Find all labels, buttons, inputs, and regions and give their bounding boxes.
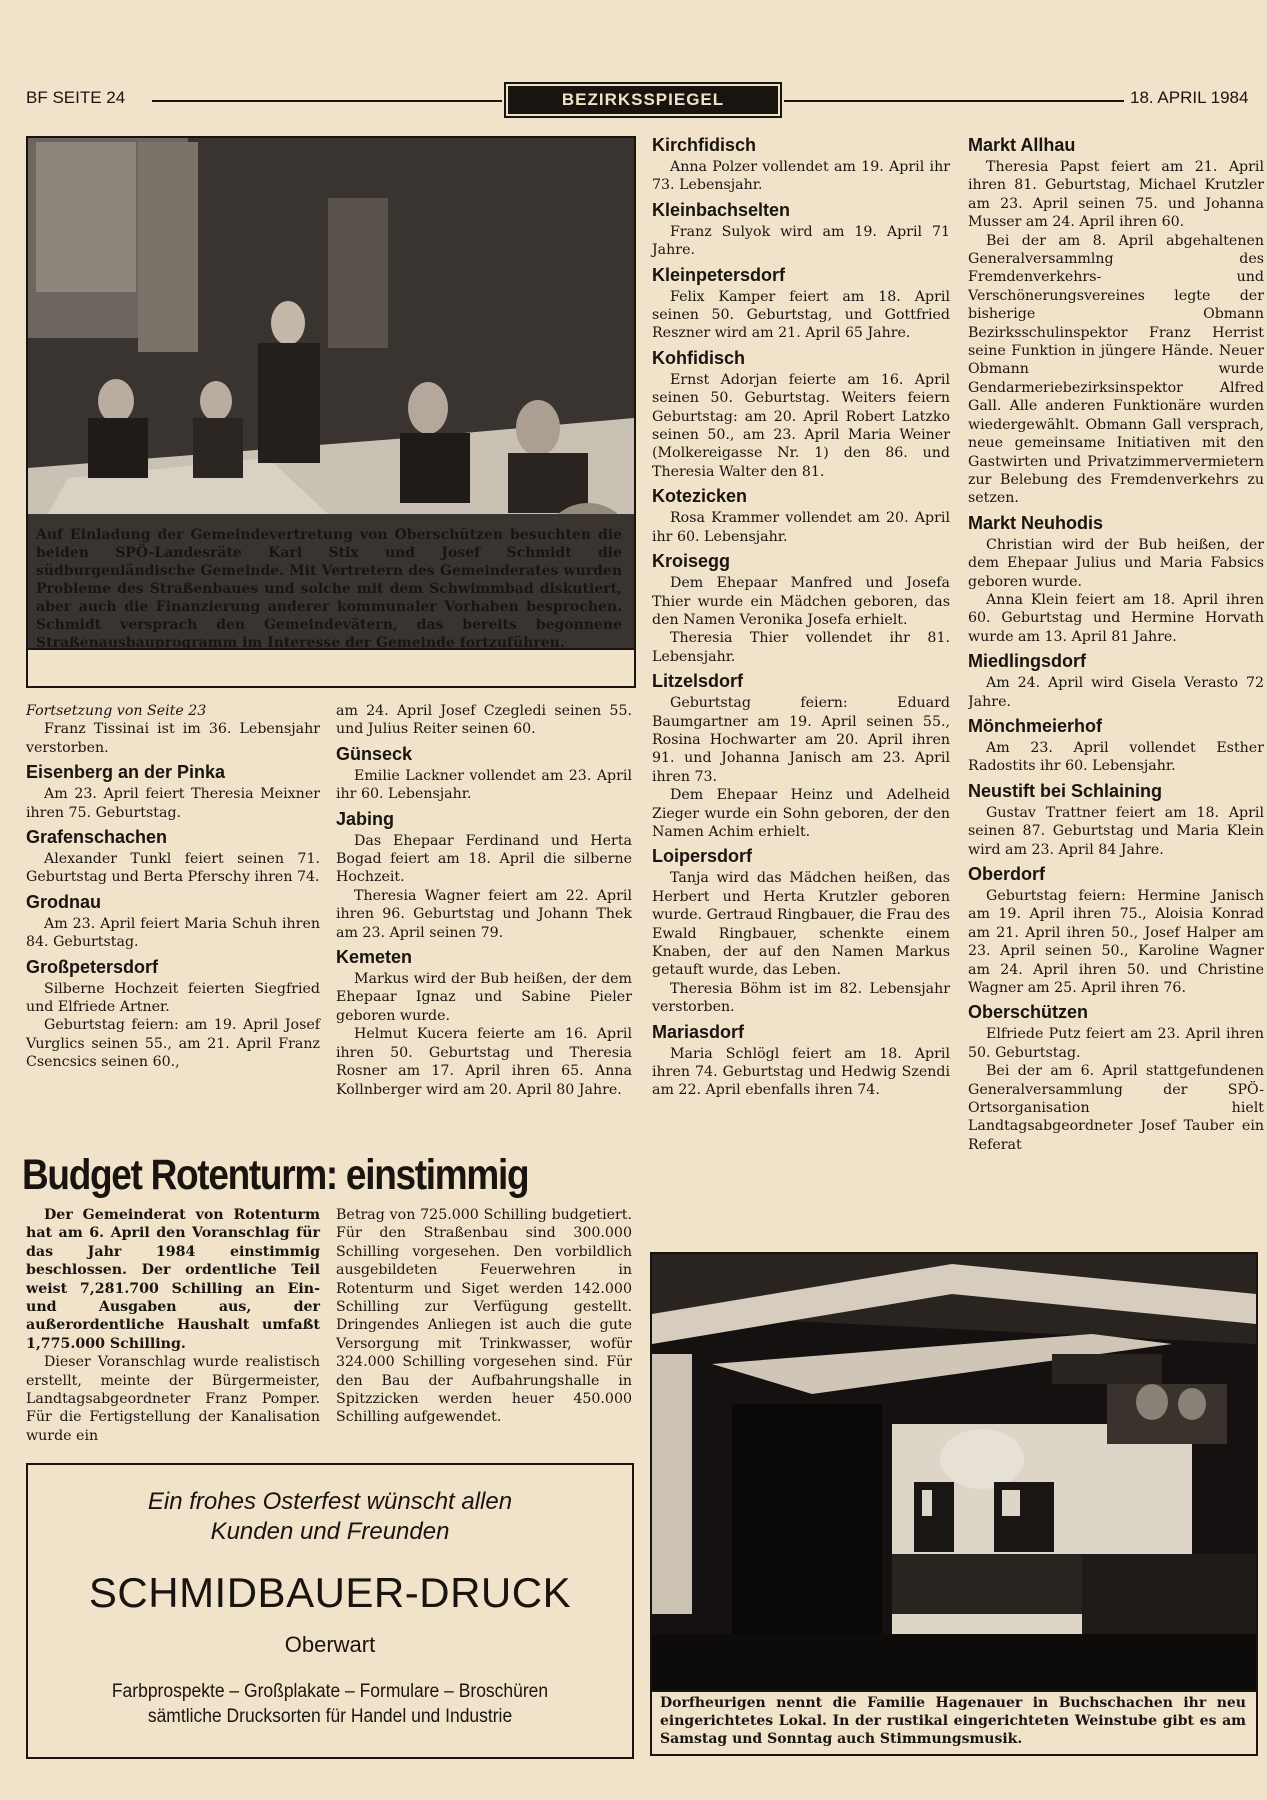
section-heading: Miedlingsdorf bbox=[968, 651, 1086, 672]
section-paragraph: Anna Polzer vollendet am 19. April ihr 73. Lebensjahr. bbox=[652, 159, 950, 194]
col2-section bbox=[336, 808, 632, 942]
intro-text: am 24. April Josef Czegledi seinen 55. und Julius Reiter seinen 60. bbox=[336, 703, 632, 738]
heuriger-caption: Dorfheurigen nennt die Familie Hagenauer in Buchschachen ihr neu eingerichtetes Lokal. In der rustikal eingerichteten Weinstube gibt es am Samstag und Sonntag auch Stimmungsmusik. bbox=[660, 1695, 1246, 1747]
col1-section bbox=[26, 761, 320, 822]
col3-section bbox=[652, 134, 950, 195]
section-heading: Neustift bei Schlaining bbox=[968, 780, 1163, 801]
column-4 bbox=[968, 130, 1264, 1154]
col2-section bbox=[336, 946, 632, 1099]
section-paragraph: Bei der am 8. April abgehaltenen Generalversammlng des Fremdenverkehrs- und Verschönerungsvereines legte der bisherige Obmann Bezirksschulinspektor Franz Herrist seine Funktion in jüngere Hände. Neuer Obmann wurde Gendarmeriebezirksinspektor Alfred Gall. Alle anderen Funktionäre wurden wiedergewählt. Obmann Gall versprach, neue gemeinsame Initiativen mit den Gastwirten und Privatzimmervermietern zur Belebung des Fremdenverkehrs zu setzen. bbox=[968, 232, 1264, 507]
section-heading: Loipersdorf bbox=[652, 846, 753, 867]
section-paragraph: Silberne Hochzeit feierten Siegfried und Elfriede Artner. bbox=[26, 980, 320, 1016]
ad-company-name: SCHMIDBAUER-DRUCK bbox=[88, 1569, 572, 1616]
section-paragraph: Emilie Lackner vollendet am 23. April ihr 60. Lebensjahr. bbox=[336, 767, 632, 803]
section-paragraph: Am 24. April wird Gisela Verasto 72 Jahre. bbox=[968, 675, 1264, 710]
col4-section bbox=[968, 863, 1264, 997]
section-paragraph: Maria Schlögl feiert am 18. April ihren 74. Geburtstag und Hedwig Szendi am 22. April ebenfalls ihren 74. bbox=[652, 1045, 950, 1099]
section-heading: Kleinbachselten bbox=[652, 199, 791, 220]
section-paragraph: Theresia Wagner feiert am 22. April ihren 96. Geburtstag und Johann Thek am 23. April seinen 79. bbox=[336, 887, 632, 941]
section-heading: Markt Neuhodis bbox=[968, 512, 1104, 533]
col4-section bbox=[968, 780, 1264, 859]
ad-greeting-line-2: Kunden und Freunden bbox=[210, 1518, 450, 1545]
continuation-note: Fortsetzung von Seite 23 bbox=[26, 703, 207, 719]
section-heading: Kroisegg bbox=[652, 551, 731, 572]
section-heading: Günseck bbox=[336, 743, 413, 764]
section-paragraph: Theresia Böhm ist im 82. Lebensjahr verstorben. bbox=[652, 980, 950, 1016]
header-rule-right bbox=[784, 100, 1124, 102]
section-paragraph: Geburtstag feiern: Hermine Janisch am 19. April ihren 75., Aloisia Konrad am 21. April ihren 50., Josef Halper am 23. April seinen 50., Karoline Wagner am 24. April ihren 50. und Christine Wagner am 25. April ihren 76. bbox=[968, 888, 1264, 997]
intro-text: Franz Tissinai ist im 36. Lebensjahr verstorben. bbox=[26, 721, 320, 756]
col3-section bbox=[652, 670, 950, 841]
section-paragraph: Franz Sulyok wird am 19. April 71 Jahre. bbox=[652, 223, 950, 259]
section-paragraph: Am 23. April feiert Maria Schuh ihren 84. Geburtstag. bbox=[26, 915, 320, 951]
header-rule-left bbox=[152, 100, 502, 102]
section-heading: Kemeten bbox=[336, 947, 413, 968]
col1-section bbox=[26, 826, 320, 887]
section-heading: Mönchmeierhof bbox=[968, 715, 1103, 736]
heuriger-interior-photo bbox=[652, 1254, 1256, 1690]
section-paragraph: Christian wird der Bub heißen, der dem Ehepaar Julius und Maria Fabsics geboren wurde. bbox=[968, 536, 1264, 590]
col3-section bbox=[652, 1021, 950, 1100]
section-heading: Markt Allhau bbox=[968, 135, 1076, 155]
section-heading: Oberschützen bbox=[968, 1002, 1089, 1023]
ad-greeting-line-1: Ein frohes Osterfest wünscht allen bbox=[147, 1488, 513, 1515]
col3-section bbox=[652, 550, 950, 666]
section-paragraph: Anna Klein feiert am 18. April ihren 60. Geburtstag und Hermine Horvath wurde am 13. April 81 Jahre. bbox=[968, 591, 1264, 645]
section-heading: Kleinpetersdorf bbox=[652, 264, 786, 285]
section-paragraph: Am 23. April vollendet Esther Radostits ihr 60. Lebensjahr. bbox=[968, 739, 1264, 775]
budget-body: Dieser Voranschlag wurde realistisch erstellt, meinte der Bürgermeister, Landtagsabgeordneter Franz Pomper. Für die Fertigstellung der Kanalisation wurde ein bbox=[26, 1354, 320, 1444]
section-paragraph: Rosa Krammer vollendet am 20. April ihr 60. Lebensjahr. bbox=[652, 510, 950, 545]
budget-headline: Budget Rotenturm: einstimmig bbox=[22, 1151, 529, 1199]
section-paragraph: Dem Ehepaar Heinz und Adelheid Zieger wurde ein Sohn geboren, der den Namen Achim erhielt. bbox=[652, 787, 950, 840]
col2-section bbox=[336, 743, 632, 804]
section-heading: Kohfidisch bbox=[652, 347, 745, 368]
col3-section bbox=[652, 845, 950, 1016]
section-paragraph: Theresia Papst feiert am 21. April ihren 81. Geburtstag, Michael Krutzler am 23. April seinen 75. und Johanna Musser am 24. April ihren 60. bbox=[968, 159, 1264, 231]
council-meeting-caption: Auf Einladung der Gemeindevertretung von Oberschützen besuchten die beiden SPÖ-Landesräte Karl Stix und Josef Schmidt die südburgenländische Gemeinde. Mit Vertretern des Gemeinderates wurden Probleme des Straßenbaues und solche mit dem Schwimmbad diskutiert, aber auch die Finanzierung anderer kommunaler Vorhaben besprochen. Schmidt versprach den Gemeindevätern, das bereits begonnene Straßenausbauprogramm im Interesse der Gemeinde fortzuführen. bbox=[36, 527, 622, 651]
section-paragraph: Elfriede Putz feiert am 23. April ihren 50. Geburtstag. bbox=[968, 1026, 1264, 1061]
section-heading: Grafenschachen bbox=[26, 827, 168, 848]
council-meeting-photo bbox=[28, 138, 634, 514]
section-paragraph: Geburtstag feiern: am 19. April Josef Vurglics seinen 55., am 21. April Franz Csencsics seinen 60., bbox=[26, 1017, 320, 1071]
section-paragraph: Geburtstag feiern: Eduard Baumgartner am 19. April seinen 55., Rosina Hochwarter am 20. April ihren 91. und Johanna Janisch am 23. April ihren 73. bbox=[652, 695, 950, 785]
section-heading: Litzelsdorf bbox=[652, 671, 744, 692]
budget-column-1 bbox=[26, 1206, 320, 1445]
issue-date: 18. APRIL 1984 bbox=[1130, 88, 1249, 107]
section-heading: Mariasdorf bbox=[652, 1021, 745, 1042]
section-heading: Jabing bbox=[336, 808, 395, 829]
schmidbauer-ad bbox=[26, 1463, 634, 1759]
col4-section bbox=[968, 512, 1264, 646]
section-paragraph: Am 23. April feiert Theresia Meixner ihren 75. Geburtstag. bbox=[26, 786, 320, 821]
ad-products-2: sämtliche Drucksorten für Handel und Industrie bbox=[147, 1706, 513, 1727]
section-paragraph: Gustav Trattner feiert am 18. April seinen 87. Geburtstag und Maria Klein wird am 23. April 84 Jahre. bbox=[968, 804, 1264, 858]
budget-lead: Der Gemeinderat von Rotenturm hat am 6. April den Voranschlag für das Jahr 1984 einstimmig beschlossen. Der ordentliche Teil weist 7,281.700 Schilling an Ein- und Ausgaben aus, der außerordentliche Haushalt umfaßt 1,775.000 Schilling. bbox=[26, 1207, 320, 1352]
section-paragraph: Markus wird der Bub heißen, der dem Ehepaar Ignaz und Sabine Pieler geboren wurde. bbox=[336, 971, 632, 1024]
section-paragraph: Alexander Tunkl feiert seinen 71. Geburtstag und Berta Pferschy ihren 74. bbox=[26, 851, 320, 886]
photo-caption-divider bbox=[652, 1690, 1256, 1692]
section-heading: Eisenberg an der Pinka bbox=[26, 762, 226, 783]
section-badge: BEZIRKSSPIEGEL bbox=[508, 86, 778, 114]
page-number: BF SEITE 24 bbox=[26, 88, 126, 107]
section-paragraph: Helmut Kucera feierte am 16. April ihren 50. Geburtstag und Theresia Rosner am 17. April ihren 65. Anna Kollnberger wird am 20. April 80 Jahre. bbox=[336, 1026, 632, 1098]
budget-column-2 bbox=[336, 1206, 632, 1427]
col4-section bbox=[968, 650, 1264, 711]
section-heading: Oberdorf bbox=[968, 864, 1046, 884]
section-heading: Großpetersdorf bbox=[26, 956, 159, 977]
column-3 bbox=[652, 130, 950, 1100]
col1-section bbox=[26, 891, 320, 952]
col1-section bbox=[26, 956, 320, 1072]
col4-section bbox=[968, 1001, 1264, 1154]
heuriger-photo-frame bbox=[650, 1252, 1258, 1756]
section-heading: Kirchfidisch bbox=[652, 135, 757, 155]
col3-section bbox=[652, 199, 950, 260]
col3-section bbox=[652, 264, 950, 343]
section-paragraph: Ernst Adorjan feierte am 16. April seinen 50. Geburtstag. Weiters feiern Geburtstag: am 20. April Robert Latzko seinen 50., am 23. April Maria Weiner (Molkereigasse Nr. 1) den 86. und Theresia Walter den 81. bbox=[652, 371, 950, 480]
col4-section bbox=[968, 715, 1264, 776]
section-paragraph: Dem Ehepaar Manfred und Josefa Thier wurde ein Mädchen geboren, das den Namen Veronika Josefa erhielt. bbox=[652, 575, 950, 628]
section-heading: Grodnau bbox=[26, 891, 101, 912]
column-1 bbox=[26, 702, 320, 1072]
col4-section bbox=[968, 134, 1264, 508]
section-paragraph: Felix Kamper feiert am 18. April seinen 50. Geburtstag, und Gottfried Reszner wird am 21. April 65 Jahre. bbox=[652, 288, 950, 342]
col3-section bbox=[652, 485, 950, 546]
section-paragraph: Das Ehepaar Ferdinand und Herta Bogad feiert am 18. April die silberne Hochzeit. bbox=[336, 832, 632, 886]
column-2 bbox=[336, 702, 632, 1099]
section-heading: Kotezicken bbox=[652, 486, 748, 507]
col3-section bbox=[652, 347, 950, 481]
ad-products: Farbprospekte – Großplakate – Formulare – Broschüren bbox=[111, 1681, 549, 1702]
budget-body: Betrag von 725.000 Schilling budgetiert. Für den Straßenbau sind 300.000 Schilling vorgesehen. Den vorbildlich ausgebildeten Feuerwehren in Rotenturm und Siget werden 142.000 Schilling zur Verfügung gestellt. Dringendes Anliegen ist auch die gute Versorgung mit Trinkwasser, wofür 324.000 Schilling vorgesehen sind. Für den Bau der Aufbahrungshalle in Spitzzicken werden heuer 450.000 Schilling aufgewendet. bbox=[336, 1207, 632, 1426]
section-paragraph: Tanja wird das Mädchen heißen, das Herbert und Herta Krutzler geboren wurde. Gertraud Ringbauer, die Frau des Ewald Ringbauer, schenkte einem Knaben, der auf den Namen Markus getauft wurde, das Leben. bbox=[652, 870, 950, 979]
ad-city: Oberwart bbox=[284, 1632, 376, 1657]
section-paragraph: Bei der am 6. April stattgefundenen Generalversammlung der SPÖ-Ortsorganisation hielt Landtagsabgeordneter Josef Tauber ein Referat bbox=[968, 1063, 1264, 1153]
section-paragraph: Theresia Thier vollendet ihr 81. Lebensjahr. bbox=[652, 630, 950, 665]
